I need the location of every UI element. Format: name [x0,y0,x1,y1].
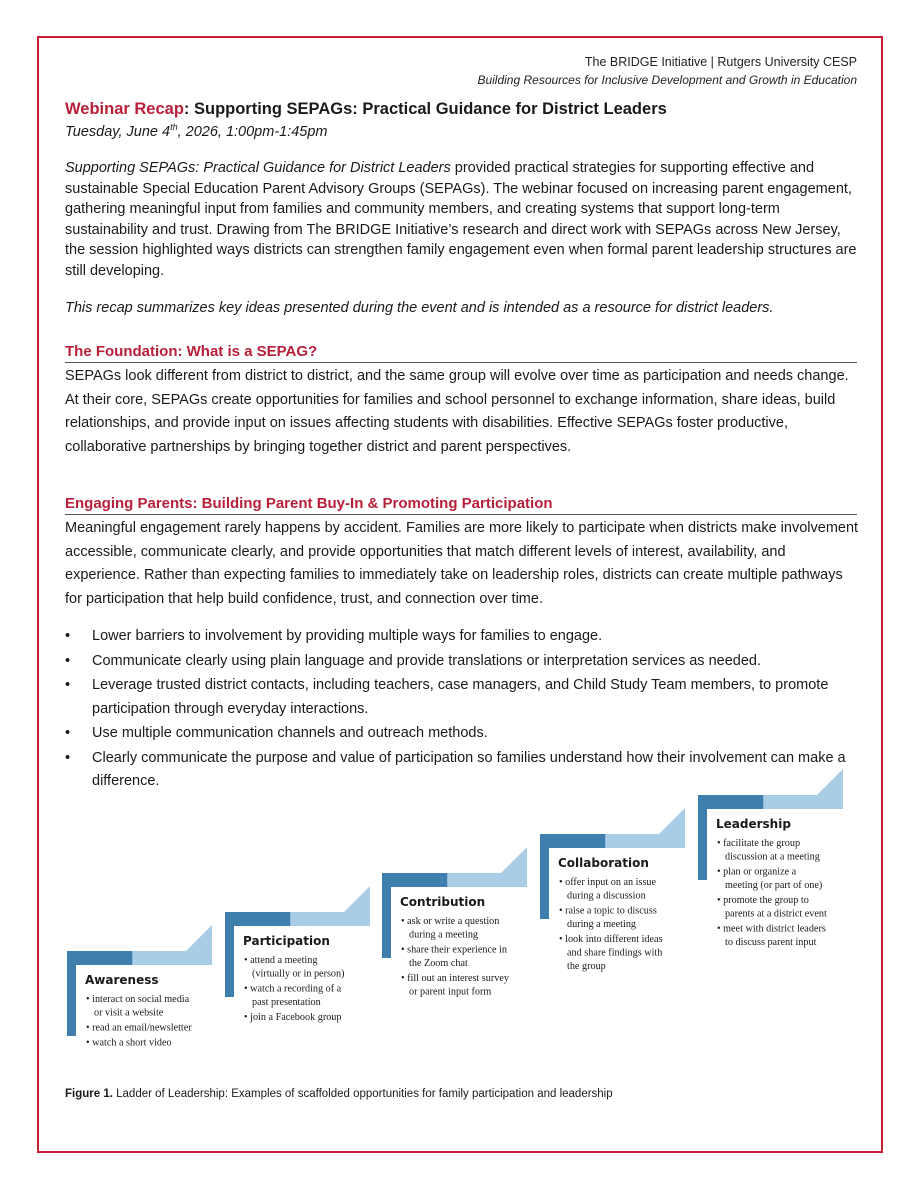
date-suffix: th [170,122,178,132]
header-org: The BRIDGE Initiative | Rutgers University CESP [584,55,857,69]
list-item [65,650,860,674]
figure-caption [65,1088,613,1100]
bullet-text: Use multiple communication channels and outreach methods. [92,725,488,741]
ladder-step-title-awareness: Awareness [85,973,159,987]
ladder-step-item: discussion at a meeting [725,851,820,863]
intro-text: provided practical strategies for supporting effective and sustainable Special Education Parent Advisory Groups (SEPAGs). The webinar focused on increasing parent engagement, gathering meaningful input from families and community members, and creating systems that support long-term sustainability and trust. Drawing from The BRIDGE Initiative’s research and direct work with SEPAGs across New Jersey, the session highlighted ways districts can strengthen family engagement even when formal parent leadership structures are still developing. [65,160,857,279]
bullet-symbol: • [65,725,71,741]
ladder-step-title-leadership: Leadership [716,817,791,831]
bullet-text: Clearly communicate the purpose and value of participation so families understand how their involvement can make a difference. [92,749,846,789]
ladder-step-item: past presentation [252,997,321,1008]
ladder-step-item: parents at a district event [725,908,827,920]
date-rest: , 2026, 1:00pm-1:45pm [177,123,328,140]
ladder-step-item: or visit a website [94,1007,164,1019]
title-rest: : Supporting SEPAGs: Practical Guidance for District Leaders [183,100,667,118]
ladder-step-item: • fill out an interest survey [401,973,509,984]
date-main: Tuesday, June 4 [65,123,171,140]
ladder-step-item: during a discussion [567,890,646,902]
ladder-step-item: • ask or write a question [401,916,500,927]
ladder-step-item: • attend a meeting [244,955,318,966]
ladder-step-item: • meet with district leaders [717,923,826,935]
intro-italic-lead: Supporting SEPAGs: Practical Guidance for District Leaders [65,160,451,176]
bullet-symbol: • [65,677,71,693]
list-item [65,747,860,794]
bullet-symbol: • [65,652,71,669]
list-item [65,674,860,721]
ladder-step-item: to discuss parent input [725,937,817,948]
bullet-text: Communicate clearly using plain language and provide translations or interpretation services as needed. [92,652,761,669]
section-body-engaging: Meaningful engagement rarely happens by accident. Families are more likely to participate when districts make involvement accessible, communicate clearly, and provide opportunities that match different levels of interest, availability, and experience. Rather than expecting families to immediately take on leadership roles, districts can create multiple pathways for participation that help build confidence, trust, and connection over time. [65,520,859,607]
header-tagline: Building Resources for Inclusive Development and Growth in Education [477,73,857,87]
ladder-step-item: • join a Facebook group [244,1012,342,1023]
section-body-foundation: SEPAGs look different from district to district, and the same group will evolve over time as participation and needs change. At their core, SEPAGs create opportunities for families and school personnel to exchange information, share ideas, build relationships, and provide input on issues affecting students with disabilities. Effective SEPAGs foster productive, collaborative partnerships by bringing together district and parent perspectives. [65,368,849,455]
event-date [65,122,328,140]
ladder-step-item: • watch a short video [86,1037,172,1049]
ladder-step-title-collaboration: Collaboration [558,856,649,870]
ladder-step-item: during a meeting [567,919,637,930]
list-item [65,722,860,746]
title-prefix: Webinar Recap [65,100,184,118]
ladder-step-item: the group [567,961,606,972]
ladder-step-item: or parent input form [409,986,492,998]
list-item [65,625,860,649]
page-title [65,100,667,119]
ladder-step-item: meeting (or part of one) [725,880,823,891]
section-heading-foundation: The Foundation: What is a SEPAG? [65,343,857,363]
caption-label: Figure 1. [65,1088,113,1100]
bullet-text: Leverage trusted district contacts, including teachers, case managers, and Child Study Team members, to promote participation through everyday interactions. [92,677,829,717]
ladder-step-title-contribution: Contribution [400,895,486,909]
bullet-text: Lower barriers to involvement by providing multiple ways for families to engage. [92,628,603,644]
ladder-step-item: • look into different ideas [559,934,663,945]
ladder-step-item: • offer input on an issue [559,877,657,888]
bullet-symbol: • [65,749,71,766]
ladder-step-item: the Zoom chat [409,958,468,969]
engagement-bullet-list [65,625,860,795]
ladder-step-item: • raise a topic to discuss [559,905,657,917]
ladder-step-title-participation: Participation [243,934,330,948]
ladder-step-item: • read an email/newsletter [86,1022,192,1034]
ladder-step-item: (virtually or in person) [252,968,345,980]
ladder-step-item: • plan or organize a [717,866,797,878]
ladder-step-item: • share their experience in [401,944,507,956]
ladder-step-item: • facilitate the group [717,838,801,849]
intro-paragraph [65,158,860,281]
section-heading-engaging: Engaging Parents: Building Parent Buy-In & Promoting Participation [65,495,857,515]
recap-note: This recap summarizes key ideas presented during the event and is intended as a resource for district leaders. [65,300,774,316]
caption-text: Ladder of Leadership: Examples of scaffolded opportunities for family participation and leadership [112,1088,613,1100]
bullet-symbol: • [65,628,71,644]
ladder-step-item: • interact on social media [86,994,190,1005]
ladder-step-item: • promote the group to [717,895,809,906]
ladder-step-item: during a meeting [409,929,479,941]
ladder-step-item: • watch a recording of a [244,983,342,995]
ladder-step-item: and share findings with [567,947,663,959]
